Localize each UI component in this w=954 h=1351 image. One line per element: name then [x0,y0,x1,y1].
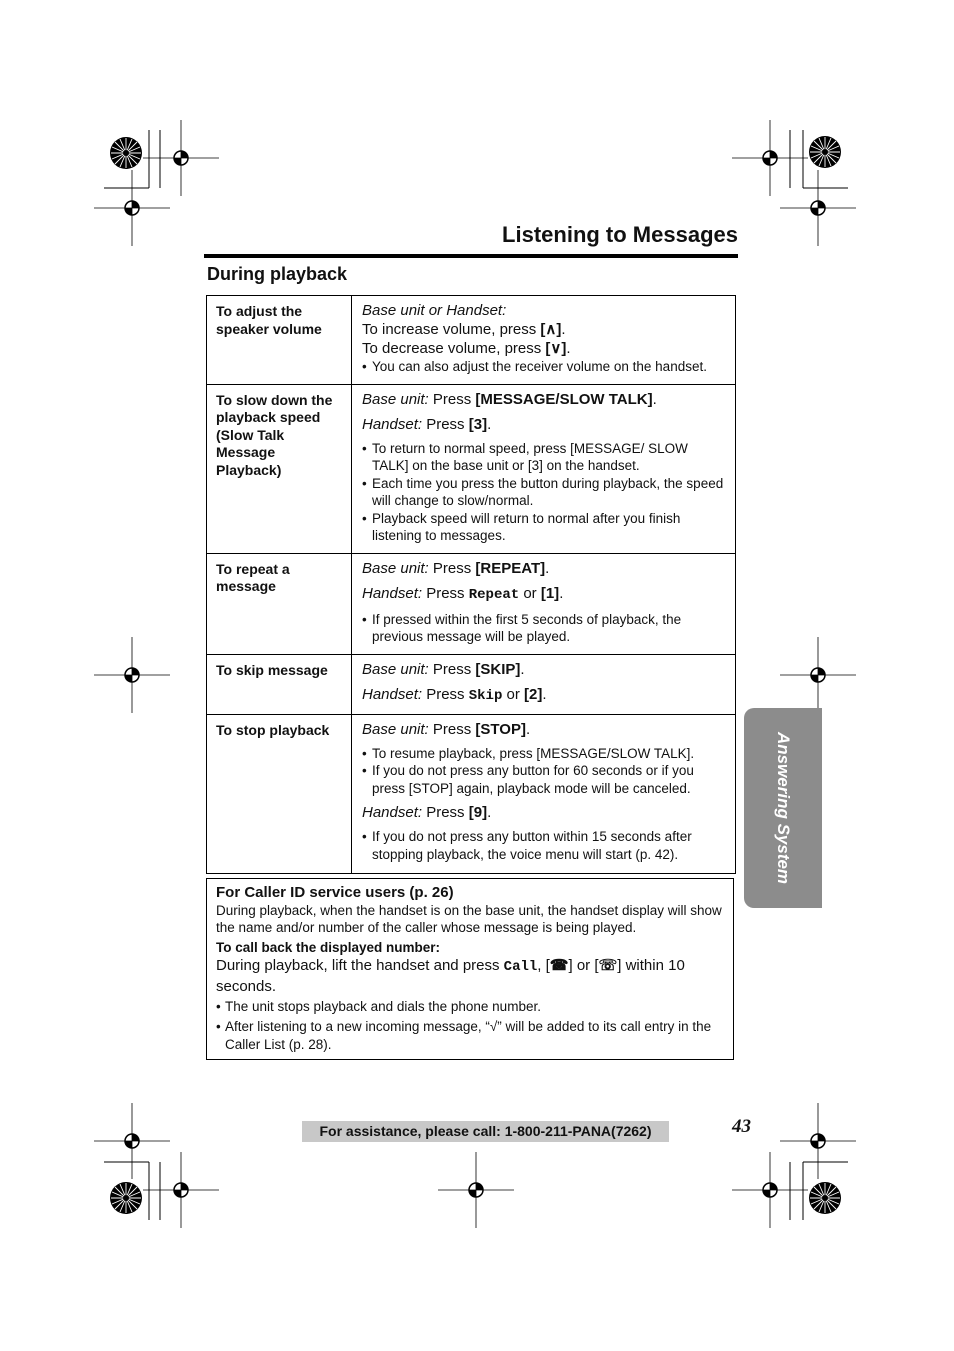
row-label: To stop playback [207,714,352,873]
call-key: Call [503,959,538,975]
row-content [352,654,736,714]
assistance-footer: For assistance, please call: 1-800-211-PANA(7262) [302,1121,669,1142]
table-row [207,654,736,714]
row-label: To repeat a message [207,553,352,654]
row-content [352,296,736,385]
table-row [207,384,736,553]
handset-line: Handset: Press Repeat or [1]. [362,584,564,603]
bullet-item: • If pressed within the first 5 seconds of playback, the previous message will be played. [362,611,682,644]
instruction-line: Base unit or Handset: [362,302,507,319]
table-row [207,553,736,654]
playback-table [206,295,736,874]
base-unit-line: Base unit: Press [REPEAT]. [362,559,550,577]
row-label: To adjust the speaker volume [207,296,352,385]
bullet-item: • You can also adjust the receiver volume on the handset. [362,359,707,374]
bullet-item: • To resume playback, press [MESSAGE/SLOW TALK]. [362,745,695,761]
row-content [352,714,736,873]
handset-line: Handset: Press [9]. [362,804,492,821]
caller-id-box [206,878,734,1060]
bullet-item: • Playback speed will return to normal after you finish listening to messages. [362,510,681,543]
caller-id-heading: For Caller ID service users (p. 26) [216,884,454,901]
side-tab [744,708,822,908]
bullet-item: • If you do not press any button for 60 seconds or if you press [STOP] again, playback mode will be canceled. [362,763,694,796]
bullet-item: • To return to normal speed, press [MESSAGE/ SLOW TALK] on the base unit or [3] on the handset. [362,440,688,473]
title-rule [204,254,738,258]
callback-instruction: During playback, lift the handset and press Call, [☎] or [☏] within 10 seconds. [216,957,685,995]
talk-icon: ☎ [549,957,569,974]
bullet-item: • Each time you press the button during playback, the speed will change to slow/normal. [362,475,724,508]
base-unit-line: Base unit: Press [SKIP]. [362,660,525,678]
table-row [207,296,736,385]
page-title: Listening to Messages [502,222,738,247]
volume-up-key: [∧] [540,321,562,338]
section-title: During playback [207,264,348,284]
row-content [352,384,736,553]
base-unit-line: Base unit: Press [STOP]. [362,720,531,738]
table-row [207,714,736,873]
side-tab-label: Answering System [774,731,793,885]
callback-subheading: To call back the displayed number: [216,940,441,955]
instruction-line: To increase volume, press [∧]. [362,321,566,338]
page-number: 43 [732,1116,751,1137]
caller-id-intro: During playback, when the handset is on the base unit, the handset display will show the name and/or number of the caller whose message is being played. [216,903,722,935]
bullet-item: • After listening to a new incoming message, “√” will be added to its call entry in the Caller List (p. 28). [216,1019,712,1052]
row-label: To skip message [207,654,352,714]
bullet-item: • The unit stops playback and dials the phone number. [216,999,541,1014]
row-label: To slow down the playback speed (Slow Talk Message Playback) [207,384,352,553]
handset-line: Handset: Press Skip or [2]. [362,685,547,704]
volume-down-key: [∨] [545,340,567,357]
bullet-item: • If you do not press any button within 15 seconds after stopping playback, the voice menu will start (p. 42). [362,829,692,862]
base-unit-line: Base unit: Press [MESSAGE/SLOW TALK]. [362,390,657,408]
speaker-icon: ☏ [598,957,618,974]
row-content [352,553,736,654]
handset-line: Handset: Press [3]. [362,415,492,433]
instruction-line: To decrease volume, press [∨]. [362,340,571,357]
